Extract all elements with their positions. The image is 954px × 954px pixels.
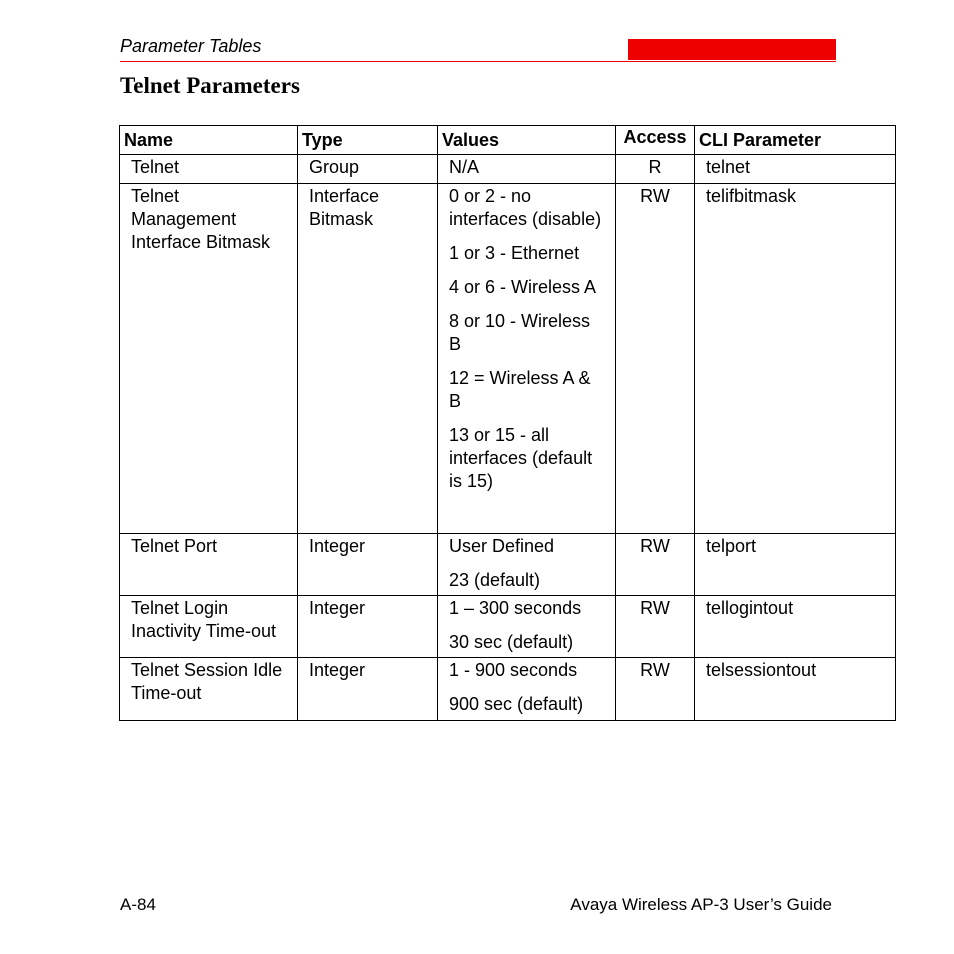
value-line: N/A <box>449 157 480 177</box>
cell-access: RW <box>616 658 695 721</box>
cell-name: Telnet Session Idle Time-out <box>120 658 298 721</box>
table-row <box>120 184 896 534</box>
table-header-row <box>120 126 896 155</box>
column-header-type: Type <box>298 126 438 155</box>
cell-name: Telnet Port <box>120 534 298 596</box>
column-header-cli: CLI Parameter <box>695 126 896 155</box>
cell-values <box>438 596 616 658</box>
table-row <box>120 155 896 184</box>
cell-values <box>438 184 616 534</box>
cell-cli: telsessiontout <box>695 658 896 721</box>
table-row <box>120 534 896 596</box>
parameters-table <box>119 125 896 721</box>
value-line: User Defined <box>449 536 555 556</box>
cell-type: Integer <box>298 658 438 721</box>
header-accent-bar <box>628 39 836 60</box>
cell-access: RW <box>616 534 695 596</box>
page-number: A-84 <box>120 895 156 914</box>
value-line: 23 (default) <box>449 570 541 590</box>
cell-cli: telnet <box>695 155 896 184</box>
value-line: 1 - 900 seconds <box>449 660 578 680</box>
cell-values <box>438 155 616 184</box>
cell-cli: telport <box>695 534 896 596</box>
cell-name: Telnet <box>120 155 298 184</box>
value-line: 1 or 3 - Ethernet <box>449 243 580 263</box>
page-title: Telnet Parameters <box>120 73 300 98</box>
value-line: 900 sec (default) <box>449 694 584 714</box>
value-line: 0 or 2 - no interfaces (disable) <box>449 186 602 229</box>
value-line: 30 sec (default) <box>449 632 574 652</box>
cell-values <box>438 658 616 721</box>
value-line: 4 or 6 - Wireless A <box>449 277 597 297</box>
cell-name: Telnet Login Inactivity Time-out <box>120 596 298 658</box>
cell-cli: tellogintout <box>695 596 896 658</box>
column-header-access: Access <box>616 126 695 155</box>
cell-access: RW <box>616 596 695 658</box>
book-title: Avaya Wireless AP-3 User’s Guide <box>570 895 832 914</box>
cell-type: Integer <box>298 596 438 658</box>
cell-type: Integer <box>298 534 438 596</box>
running-header: Parameter Tables <box>120 36 262 56</box>
column-header-values: Values <box>438 126 616 155</box>
cell-type: Group <box>298 155 438 184</box>
value-line: 1 – 300 seconds <box>449 598 582 618</box>
cell-type: Interface Bitmask <box>298 184 438 534</box>
cell-access: R <box>616 155 695 184</box>
column-header-name: Name <box>120 126 298 155</box>
table-row <box>120 596 896 658</box>
header-rule <box>120 61 836 62</box>
cell-name: Telnet Management Interface Bitmask <box>120 184 298 534</box>
value-line: 13 or 15 - all interfaces (default is 15) <box>449 425 593 491</box>
table-row <box>120 658 896 721</box>
value-line: 12 = Wireless A & B <box>449 368 591 411</box>
cell-cli: telifbitmask <box>695 184 896 534</box>
cell-access: RW <box>616 184 695 534</box>
cell-values <box>438 534 616 596</box>
value-line: 8 or 10 - Wireless B <box>449 311 591 354</box>
